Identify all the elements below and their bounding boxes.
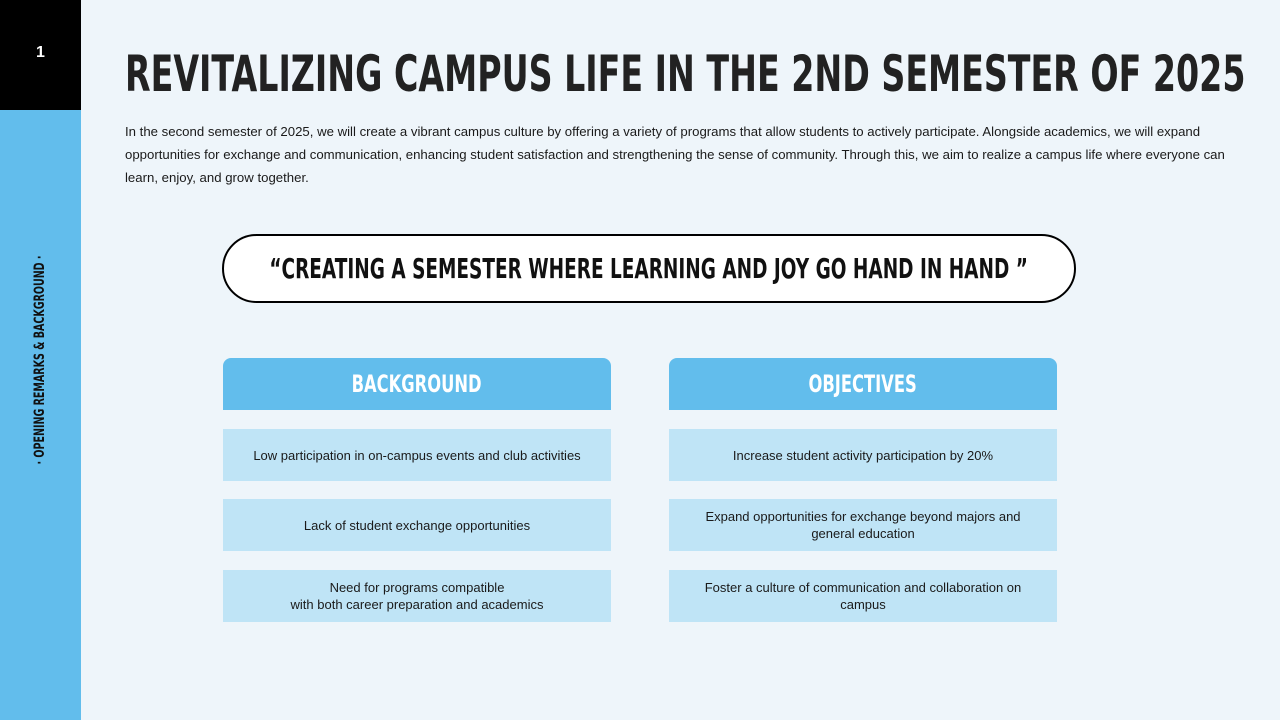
objective-item: Foster a culture of communication and collaboration on campus: [669, 570, 1057, 622]
background-item: Need for programs compatible with both career preparation and academics: [223, 570, 611, 622]
page-number-badge: [0, 0, 81, 110]
quote-banner: [222, 234, 1076, 303]
background-header: [223, 358, 611, 410]
quote-text: “CREATING A SEMESTER WHERE LEARNING AND JOY GO HAND IN HAND ”: [269, 252, 1029, 285]
page-title: REVITALIZING CAMPUS LIFE IN THE 2ND SEMESTER OF 2025: [125, 45, 1246, 103]
background-item: Lack of student exchange opportunities: [223, 499, 611, 551]
background-header-label: BACKGROUND: [352, 370, 482, 398]
background-column: [223, 358, 611, 612]
background-item: Low participation in on-campus events and club activities: [223, 429, 611, 481]
objective-item: Expand opportunities for exchange beyond majors and general education: [669, 499, 1057, 551]
sidebar-label-text: · OPENING REMARKS & BACKGROUND ·: [32, 255, 48, 465]
objectives-column: [669, 358, 1057, 612]
page-number: 1: [36, 44, 45, 61]
sidebar-section-label: [32, 206, 48, 513]
objectives-header-label: OBJECTIVES: [808, 370, 918, 398]
objective-item: Increase student activity participation by 20%: [669, 429, 1057, 481]
intro-paragraph: In the second semester of 2025, we will create a vibrant campus culture by offering a variety of programs that allow students to actively participate. Alongside academics, we will expand opportunities for exchange and communication, enhancing student satisfaction and strengthening the sense of community. Through this, we aim to realize a campus life where everyone can learn, enjoy, and grow together.: [125, 124, 1225, 185]
objectives-header: [669, 358, 1057, 410]
